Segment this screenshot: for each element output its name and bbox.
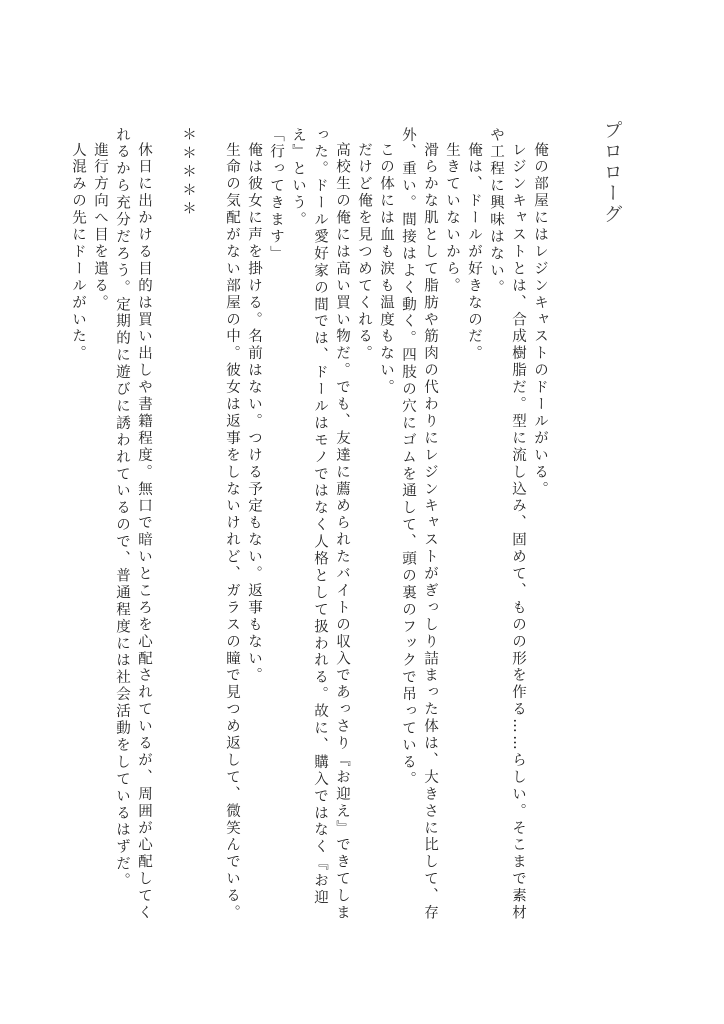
paragraph: 俺は、ドールが好きなのだ。 (466, 141, 482, 362)
blank-line (155, 127, 177, 927)
paragraph: 生きていないから。 (444, 141, 460, 295)
scene-separator: ＊＊＊＊＊ (180, 127, 196, 220)
blank-line (199, 127, 221, 927)
paragraph: 高校生の俺には高い買い物だ。でも、友達に薦められたバイトの収入であっさり『お迎え』できてしまった。ドール愛好家の間では、ドールはモノではなく人格として扱われる。故に、購入ではなく『お迎え』という。 (290, 127, 350, 922)
paragraph: 人混みの先にドールがいた。 (70, 141, 86, 362)
paragraph: レジンキャストとは、合成樹脂だ。型に流し込み、固めて、ものの形を作る……らしい。そこまで素材や工程に興味はない。 (488, 127, 526, 922)
paragraph: 休日に出かける目的は買い出しや書籍程度。無口で暗いところを心配されているが、周囲が心配してくれるから充分だろう。定期的に遊びに誘われているので、普通程度には社会活動をしているはずだ。 (114, 127, 152, 922)
chapter-title: プロローグ (600, 120, 623, 225)
body-text (67, 127, 551, 927)
paragraph: だけど俺を見つめてくれる。 (356, 141, 372, 362)
paragraph: 進行方向へ目を遣る。 (92, 141, 108, 311)
paragraph: 俺の部屋にはレジンキャストのドールがいる。 (532, 141, 548, 498)
paragraph: 滑らかな肌として脂肪や筋肉の代わりにレジンキャストがぎっしり詰まった体は、大きさに比して、存外、重い。間接はよく動く。四肢の穴にゴムを通して、頭の裏のフックで吊っている。 (400, 127, 438, 922)
paragraph: この体には血も涙も温度もない。 (378, 141, 394, 396)
dialogue-line: 「行ってきます」 (268, 127, 284, 263)
paragraph: 俺は彼女に声を掛ける。名前はない。つける予定もない。返事もない。 (246, 141, 262, 684)
paragraph: 生命の気配がない部屋の中。彼女は返事をしないけれど、ガラスの瞳で見つめ返して、微笑んでいる。 (224, 141, 240, 922)
